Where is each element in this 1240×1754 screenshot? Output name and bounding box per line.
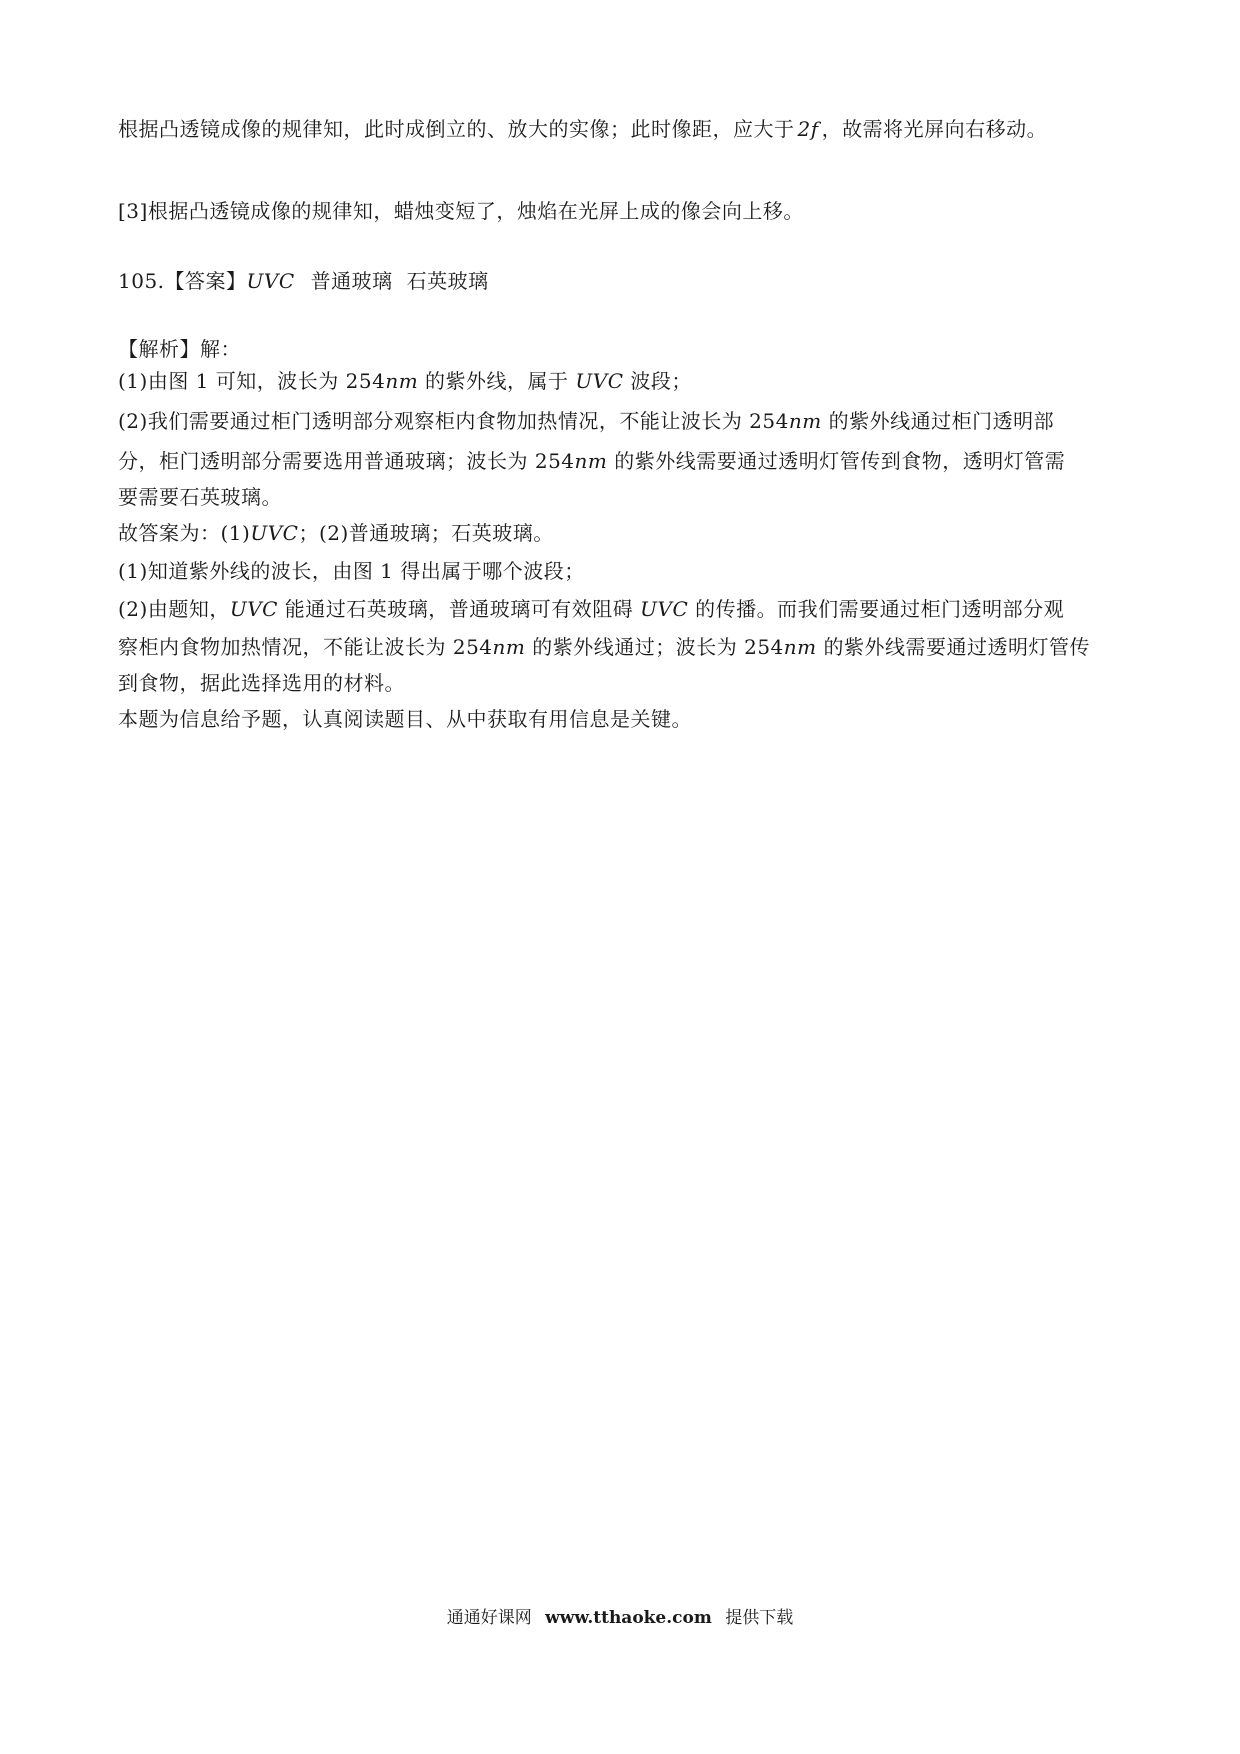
unit-nm: nm [385,369,419,393]
text-segment: 波段； [623,369,692,393]
text-segment: 的传播。而我们需要通过柜门透明部分观 [688,597,1065,621]
text-segment: 的紫外线通过柜门透明部 [821,409,1055,433]
paragraph-candle: [3]根据凸透镜成像的规律知，蜡烛变短了，烛焰在光屏上成的像会向上移。 [118,199,804,223]
text-segment: 故答案为：(1) [118,521,251,545]
uvc-label: UVC [575,369,624,393]
footer-site-name: 通通好课网 [446,1608,532,1628]
text-segment: (2)我们需要通过柜门透明部分观察柜内食物加热情况，不能让波长为 254 [118,409,789,433]
answer-tag: 【答案】 [164,269,247,293]
footer-suffix: 提供下载 [725,1608,794,1628]
text-segment: 的紫外线需要通过透明灯管传到食物，透明灯管需 [607,449,1066,473]
text-segment: 的紫外线，属于 [418,369,576,393]
uvc-label: UVC [640,597,689,621]
page-footer [0,1606,1240,1630]
analysis-line-10: 本题为信息给予题，认真阅读题目、从中获取有用信息是关键。 [118,707,692,731]
answer-value-1: UVC [246,269,295,293]
answer-value-2: 普通玻璃 [310,269,393,293]
text-segment: 根据凸透镜成像的规律知，此时成倒立的、放大的实像；此时像距，应大于 [118,117,795,141]
text-segment: (1)由图 1 可知，波长为 254 [118,369,386,393]
analysis-line-2 [118,406,1128,436]
analysis-line-7 [118,594,1128,624]
analysis-line-8 [118,632,1128,662]
text-segment: 能通过石英玻璃，普通玻璃可有效阻碍 [277,597,641,621]
unit-nm: nm [492,635,526,659]
math-expression: 2f [797,117,819,141]
footer-url-link[interactable]: www.tthaoke.com [545,1608,712,1628]
text-segment: 的紫外线通过；波长为 254 [525,635,784,659]
analysis-line-1 [118,366,1128,396]
analysis-line-6: (1)知道紫外线的波长，由图 1 得出属于哪个波段； [118,559,585,583]
text-segment: 分，柜门透明部分需要选用普通玻璃；波长为 254 [118,449,575,473]
answer-line [118,266,1128,296]
text-segment: ，故需将光屏向右移动。 [821,117,1048,141]
unit-nm: nm [783,635,817,659]
unit-nm: nm [788,409,822,433]
text-segment: (2)由题知， [118,597,230,621]
analysis-line-5 [118,518,1128,548]
analysis-line-3 [118,446,1128,476]
paragraph-lens-image [118,114,1128,144]
uvc-label: UVC [250,521,299,545]
uvc-label: UVC [229,597,278,621]
text-segment: 察柜内食物加热情况，不能让波长为 254 [118,635,493,659]
question-number: 105. [118,269,165,293]
text-segment: ；(2)普通玻璃；石英玻璃。 [298,521,554,545]
analysis-line-4: 要需要石英玻璃。 [118,485,282,509]
analysis-header: 【解析】解： [118,337,241,361]
answer-value-3: 石英玻璃 [406,269,489,293]
analysis-line-9: 到食物，据此选择选用的材料。 [118,671,405,695]
unit-nm: nm [574,449,608,473]
text-segment: 的紫外线需要通过透明灯管传 [816,635,1090,659]
